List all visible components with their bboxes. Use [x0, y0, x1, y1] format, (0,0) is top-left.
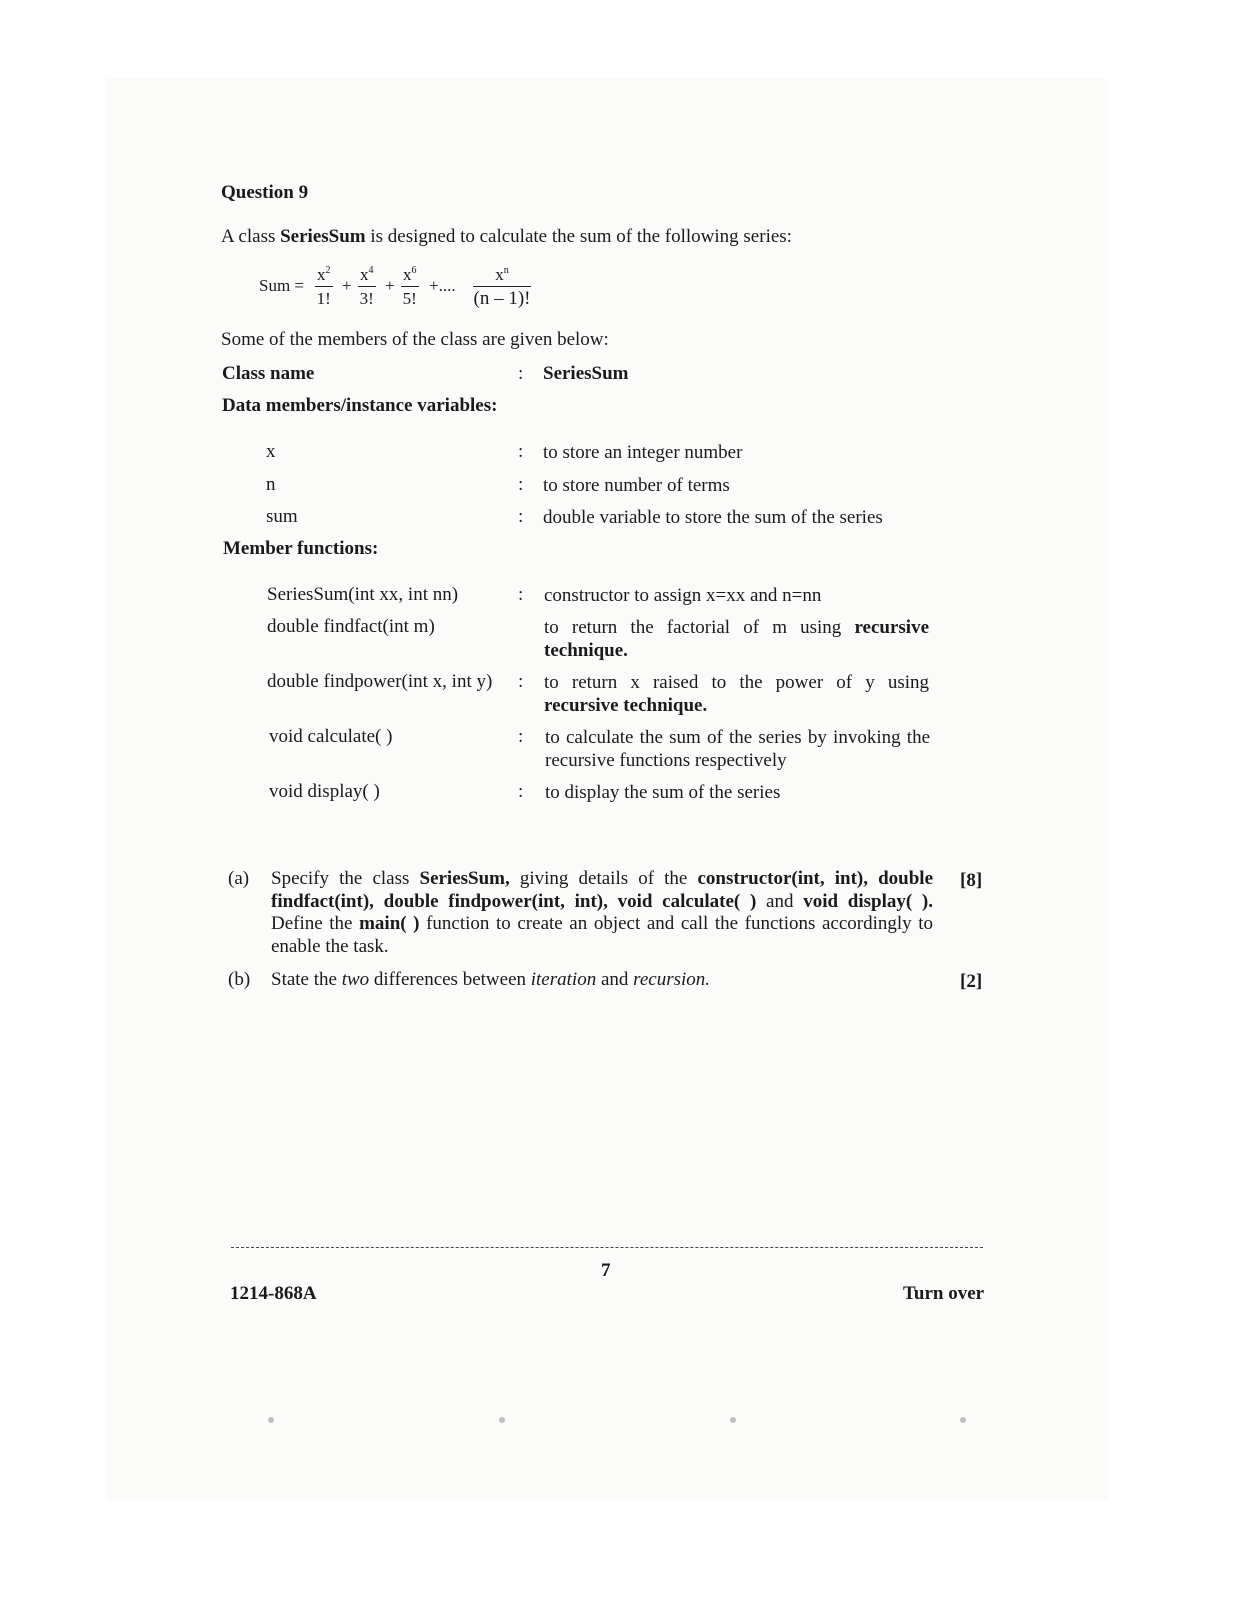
footer-dashed-rule — [231, 1247, 983, 1248]
scan-speck — [960, 1417, 966, 1423]
part-a-b4: main( ) — [359, 913, 420, 934]
term-denominator: 3! — [359, 289, 374, 308]
member-function-desc: to display the sum of the series — [545, 782, 781, 803]
intro-class-name: SeriesSum — [280, 226, 366, 247]
part-a-marks: [8] — [960, 870, 983, 891]
term-base: x — [360, 265, 369, 284]
term-denominator: 5! — [402, 289, 417, 308]
member-function-signature: SeriesSum(int xx, int nn) — [267, 584, 459, 605]
page-number: 7 — [601, 1260, 611, 1281]
formula-term — [473, 260, 531, 311]
scan-speck — [268, 1417, 274, 1423]
term-exponent: 2 — [325, 265, 331, 276]
paper-code: 1214-868A — [230, 1283, 317, 1304]
term-base: x — [495, 265, 504, 284]
part-b-i2: iteration — [530, 969, 597, 990]
data-members-heading: Data members/instance variables: — [222, 395, 498, 416]
member-function-signature: double findpower(int x, int y) — [267, 671, 493, 692]
colon: : — [518, 671, 524, 692]
data-member-desc: to store an integer number — [543, 442, 743, 463]
part-a-text — [271, 868, 933, 958]
part-b-t1: State the — [271, 969, 342, 990]
members-intro: Some of the members of the class are given below: — [221, 329, 609, 350]
data-member-name: x — [266, 441, 276, 462]
part-b-t3: and — [596, 969, 634, 990]
colon: : — [518, 726, 524, 747]
formula-op: + — [342, 276, 352, 295]
turn-over: Turn over — [903, 1283, 985, 1304]
term-denominator: (n – 1)! — [473, 288, 531, 309]
formula-term — [401, 260, 419, 311]
part-a-b3: void display( ). — [803, 890, 933, 912]
part-a-t1: Specify the class — [271, 868, 420, 889]
formula-term — [358, 260, 376, 311]
data-member-desc: double variable to store the sum of the series — [543, 507, 883, 528]
part-a-b2: constructor(int, int), double findfact(int), double findpower(int, int), void calculate( ) — [271, 868, 934, 912]
term-exponent: 4 — [368, 265, 374, 276]
member-function-desc — [544, 671, 929, 717]
question-title: Question 9 — [221, 182, 309, 203]
term-denominator: 1! — [316, 289, 331, 308]
part-a-t2: giving details of the — [509, 868, 698, 889]
part-b-i1: two — [341, 969, 370, 990]
intro-pre: A class — [221, 226, 281, 247]
part-b-label: (b) — [228, 969, 251, 990]
part-b-text — [271, 969, 933, 992]
member-function-desc — [544, 616, 929, 662]
term-exponent: n — [503, 265, 509, 276]
part-a-label: (a) — [228, 868, 250, 889]
term-base: x — [317, 265, 326, 284]
scan-speck — [499, 1417, 505, 1423]
term-exponent: 6 — [411, 265, 417, 276]
member-function-signature: void calculate( ) — [269, 726, 393, 747]
member-function-signature: double findfact(int m) — [267, 616, 435, 637]
colon: : — [518, 441, 524, 462]
part-b-marks: [2] — [960, 971, 983, 992]
member-function-desc: to calculate the sum of the series by invoking the recursive functions respectively — [545, 727, 930, 771]
term-base: x — [403, 265, 412, 284]
member-function-desc: constructor to assign x=xx and n=nn — [544, 585, 822, 606]
intro-post: is designed to calculate the sum of the following series: — [365, 226, 792, 247]
formula-term — [315, 260, 333, 311]
desc-bold: recursive technique. — [544, 617, 929, 661]
scan-speck — [730, 1417, 736, 1423]
desc-text: to return x raised to the power of y using — [544, 672, 929, 693]
intro-text — [221, 226, 792, 248]
colon: : — [518, 363, 524, 384]
part-a-t5: function to create an object and call the functions accordingly to enable the task. — [271, 913, 934, 957]
data-member-name: sum — [266, 506, 298, 527]
desc-bold: recursive technique. — [544, 695, 708, 716]
colon: : — [518, 474, 524, 495]
part-a-t3: and — [756, 890, 804, 912]
part-b-t2: differences between — [369, 969, 531, 990]
member-functions-heading: Member functions: — [223, 538, 379, 559]
desc-text: to return the factorial of m using — [544, 617, 855, 638]
class-name-label: Class name — [222, 363, 315, 384]
part-a-t4: Define the — [271, 913, 360, 934]
data-member-desc: to store number of terms — [543, 475, 730, 496]
member-function-signature: void display( ) — [269, 781, 380, 802]
formula-op: + — [385, 276, 395, 295]
class-name-value: SeriesSum — [543, 363, 629, 384]
part-a-b1: SeriesSum, — [419, 868, 510, 889]
colon: : — [518, 506, 524, 527]
formula-lhs: Sum = — [259, 276, 305, 295]
colon: : — [518, 781, 524, 802]
colon: : — [518, 584, 524, 605]
formula-op: +.... — [429, 276, 456, 295]
part-b-i3: recursion. — [633, 969, 711, 990]
data-member-name: n — [266, 474, 276, 495]
